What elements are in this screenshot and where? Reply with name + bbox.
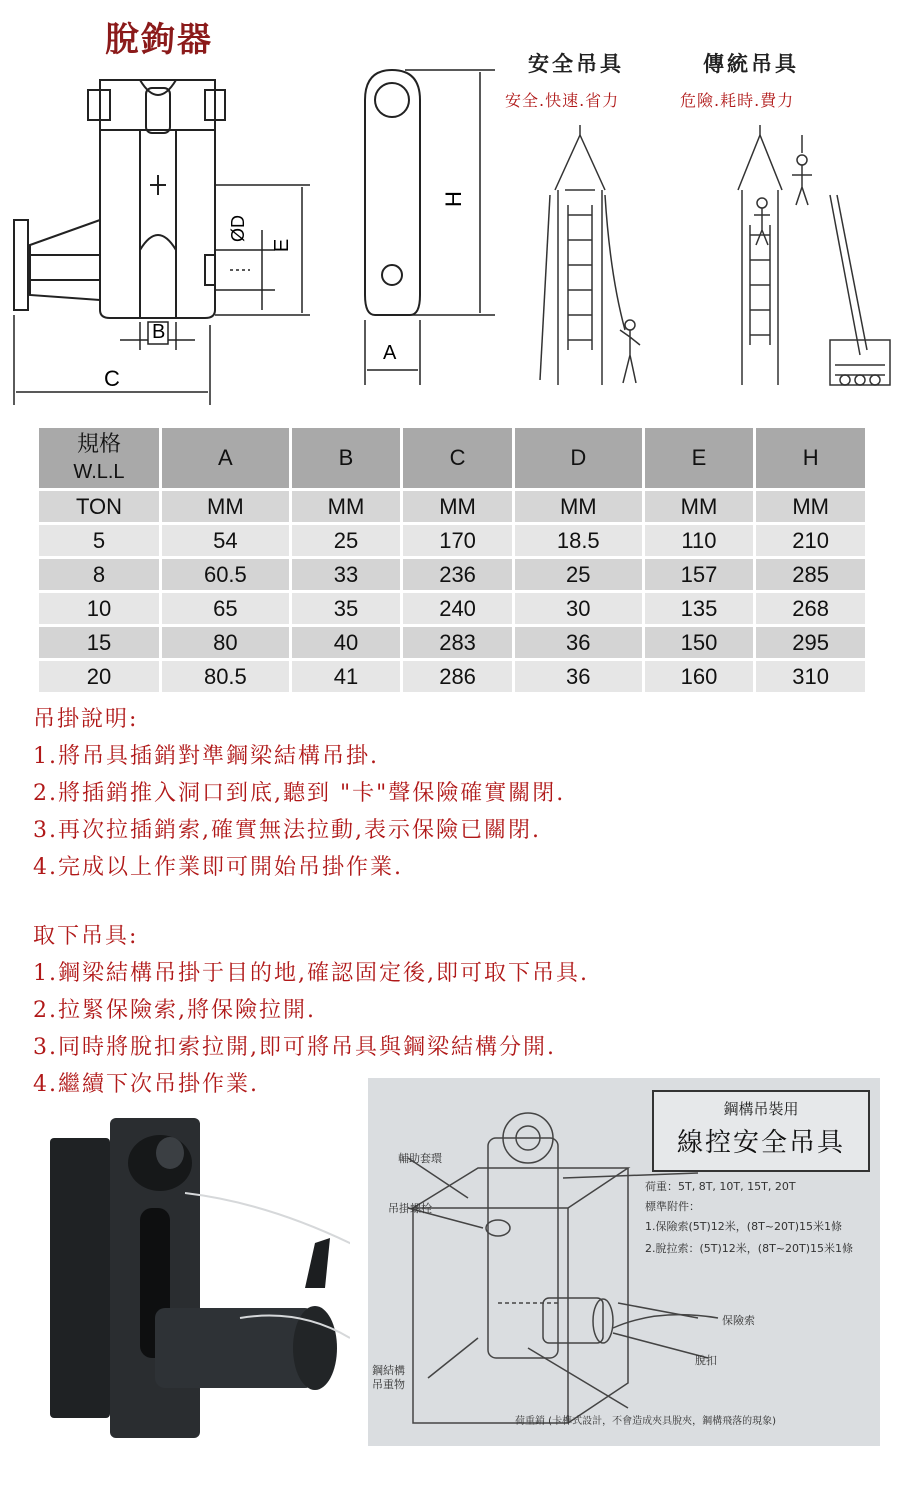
removal-instructions <box>33 918 589 1103</box>
instruction-line: 4.繼續下次吊掛作業. <box>33 1072 259 1097</box>
traditional-rig-title: 傳統吊具 <box>703 51 799 76</box>
instruction-line: 4.完成以上作業即可開始吊掛作業. <box>33 855 403 880</box>
manual-accessories-title: 標準附件： <box>645 1200 700 1213</box>
table-cell: 15 <box>39 627 159 658</box>
table-cell: 110 <box>645 525 754 556</box>
table-cell: 35 <box>292 593 400 624</box>
table-cell: 135 <box>645 593 754 624</box>
manual-label-steel-2: 吊重物 <box>372 1378 405 1391</box>
table-cell: 240 <box>403 593 512 624</box>
table-cell: 295 <box>756 627 865 658</box>
header-b: B <box>292 428 400 488</box>
table-cell: 160 <box>645 661 754 692</box>
instruction-line: 3.同時將脫扣索拉開,即可將吊具與鋼梁結構分開. <box>33 1035 556 1060</box>
table-cell: 268 <box>756 593 865 624</box>
table-cell: 10 <box>39 593 159 624</box>
manual-subtitle: 鋼構吊裝用 <box>723 1100 799 1118</box>
manual-accessory-2: 2.脫拉索：(5T)12米，(8T~20T)15米1條 <box>645 1242 854 1255</box>
safe-rig-subtitle: 安全.快速.省力 <box>505 91 620 110</box>
table-cell: 236 <box>403 559 512 590</box>
header-h: H <box>756 428 865 488</box>
comparison-illustration <box>530 115 900 390</box>
manual-load: 荷重：5T, 8T, 10T, 15T, 20T <box>645 1180 796 1193</box>
spec-table <box>36 425 868 695</box>
table-cell: 8 <box>39 559 159 590</box>
table-row <box>39 525 865 556</box>
table-cell: 80 <box>162 627 289 658</box>
unit-cell: MM <box>292 491 400 522</box>
table-cell: 170 <box>403 525 512 556</box>
traditional-rig-subtitle: 危險.耗時.費力 <box>680 91 795 110</box>
dim-label-h: H <box>440 191 466 207</box>
table-cell: 20 <box>39 661 159 692</box>
table-cell: 80.5 <box>162 661 289 692</box>
table-cell: 310 <box>756 661 865 692</box>
unit-cell: MM <box>645 491 754 522</box>
table-row <box>39 593 865 624</box>
dim-label-b: B <box>152 321 166 343</box>
dim-label-d: ØD <box>228 215 248 242</box>
instruction-line: 1.鋼梁結構吊掛于目的地,確認固定後,即可取下吊具. <box>33 961 589 986</box>
page-title: 脫鉤器 <box>105 20 213 60</box>
table-cell: 65 <box>162 593 289 624</box>
unit-cell: MM <box>756 491 865 522</box>
table-header-row <box>39 428 865 488</box>
table-units-row <box>39 491 865 522</box>
table-cell: 286 <box>403 661 512 692</box>
product-photo <box>40 1108 350 1448</box>
header-c: C <box>403 428 512 488</box>
manual-title-box <box>652 1090 870 1172</box>
instruction-line: 2.將插銷推入洞口到底,聽到 "卡"聲保險確實關閉. <box>33 781 566 806</box>
hanging-instructions <box>33 701 565 886</box>
manual-label-pin: 荷重銷 (卡榫式設計，不會造成夾具脫夾，鋼構飛落的現象) <box>515 1416 776 1427</box>
manual-label-steel: 鋼結構 <box>372 1364 405 1377</box>
manual-label-aux-ring: 輔助套環 <box>398 1152 442 1165</box>
table-row <box>39 627 865 658</box>
dim-label-c: C <box>104 366 120 391</box>
table-cell: 60.5 <box>162 559 289 590</box>
manual-accessory-1: 1.保險索(5T)12米，(8T~20T)15米1條 <box>645 1220 843 1233</box>
unit-cell: TON <box>39 491 159 522</box>
manual-label-safety-rope: 保險索 <box>722 1314 755 1327</box>
header-spec: 規格 W.L.L <box>39 428 159 488</box>
table-cell: 18.5 <box>515 525 642 556</box>
side-view-drawing <box>0 60 330 410</box>
table-cell: 150 <box>645 627 754 658</box>
table-cell: 30 <box>515 593 642 624</box>
table-row <box>39 661 865 692</box>
header-a: A <box>162 428 289 488</box>
header-d: D <box>515 428 642 488</box>
table-cell: 33 <box>292 559 400 590</box>
removal-instructions-title: 取下吊具: <box>33 924 139 949</box>
table-cell: 54 <box>162 525 289 556</box>
table-cell: 40 <box>292 627 400 658</box>
hanging-instructions-title: 吊掛說明: <box>33 707 139 732</box>
unit-cell: MM <box>403 491 512 522</box>
safe-rig-title: 安全吊具 <box>528 51 624 76</box>
header-e: E <box>645 428 754 488</box>
unit-cell: MM <box>162 491 289 522</box>
dim-label-a: A <box>383 342 397 364</box>
table-cell: 157 <box>645 559 754 590</box>
dim-label-e: E <box>271 238 294 253</box>
table-cell: 25 <box>292 525 400 556</box>
table-cell: 283 <box>403 627 512 658</box>
unit-cell: MM <box>515 491 642 522</box>
table-cell: 210 <box>756 525 865 556</box>
manual-label-release: 脫扣 <box>695 1354 717 1367</box>
manual-label-bolt: 吊掛螺栓 <box>388 1202 432 1215</box>
instruction-line: 1.將吊具插銷對準鋼梁結構吊掛. <box>33 744 379 769</box>
table-cell: 5 <box>39 525 159 556</box>
instruction-line: 3.再次拉插銷索,確實無法拉動,表示保險已關閉. <box>33 818 541 843</box>
instruction-line: 2.拉緊保險索,將保險拉開. <box>33 998 316 1023</box>
table-cell: 36 <box>515 661 642 692</box>
table-cell: 285 <box>756 559 865 590</box>
table-cell: 41 <box>292 661 400 692</box>
table-cell: 36 <box>515 627 642 658</box>
plate-view-drawing <box>355 65 500 390</box>
table-row <box>39 559 865 590</box>
table-cell: 25 <box>515 559 642 590</box>
manual-title: 線控安全吊具 <box>676 1128 845 1158</box>
